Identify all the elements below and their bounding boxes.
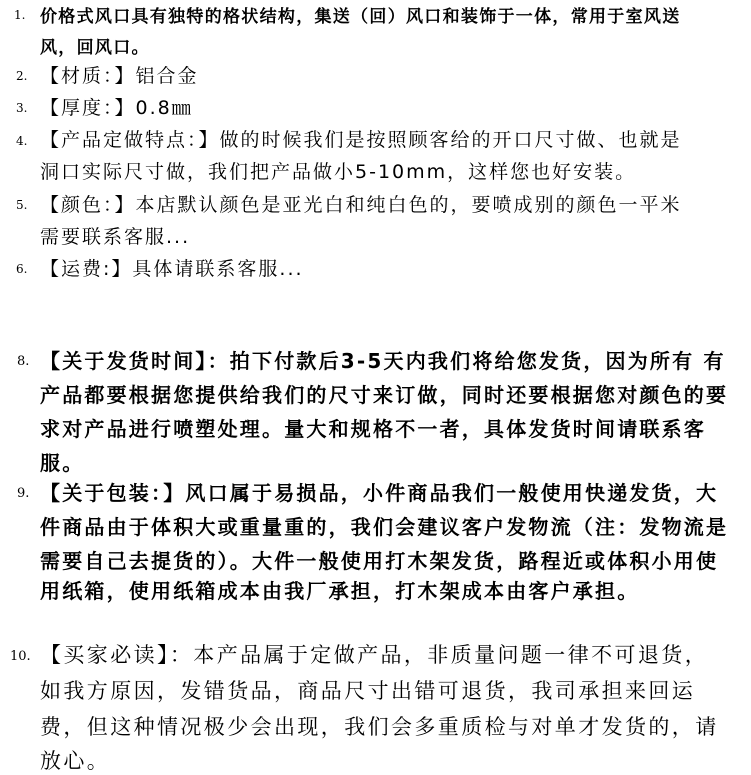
- item-text-line: 风，回风口。: [40, 38, 150, 58]
- item-text-line: 需要联系客服...: [40, 226, 191, 248]
- item-text-line: 求对产品进行喷塑处理。量大和规格不一者，具体发货时间请联系客: [40, 417, 706, 441]
- item-text-line: 需要自己去提货的）。大件一般使用打木架发货，路程近或体积小用使: [40, 549, 719, 573]
- item-text-line: 放心。: [40, 749, 111, 773]
- item-text-line: 【关于包装：】风口属于易损品，小件商品我们一般使用快递发货，大: [40, 481, 719, 505]
- item-text-line: 服。: [40, 451, 85, 475]
- item-text-line: 【产品定做特点：】做的时候我们是按照顾客给的开口尺寸做、也就是: [40, 129, 682, 151]
- item-text-line: 【颜色：】本店默认颜色是亚光白和纯白色的，要喷成别的颜色一平米: [40, 194, 682, 216]
- item-text-line: 价格式风口具有独特的格状结构，集送（回）风口和装饰于一体，常用于室风送: [40, 7, 681, 27]
- item-number: 10.: [10, 649, 31, 664]
- item-text-line: 如我方原因，发错货品，商品尺寸出错可退货，我司承担来回运: [40, 679, 696, 703]
- item-number: 2.: [16, 69, 28, 83]
- item-text-line: 洞口实际尺寸做，我们把产品做小5-10mm，这样您也好安装。: [40, 161, 637, 183]
- item-text-line: 件商品由于体积大或重量重的，我们会建议客户发物流（注：发物流是: [40, 515, 729, 539]
- item-text-line: 产品都要根据您提供给我们的尺寸来订做，同时还要根据您对颜色的要: [40, 383, 729, 407]
- item-text-line: 【运费:】具体请联系客服...: [40, 258, 304, 280]
- item-number: 9.: [17, 486, 30, 501]
- item-number: 1.: [14, 8, 26, 22]
- item-text-line: 【材质：】铝合金: [40, 65, 199, 87]
- item-text-line: 用纸箱，使用纸箱成本由我厂承担，打木架成本由客户承担。: [40, 579, 640, 603]
- item-text-line: 费，但这种情况极少会出现，我们会多重质检与对单才发货的，请: [40, 715, 719, 739]
- item-text-line: 【关于发货时间】：拍下付款后3-5天内我们将给您发货，因为所有 有: [40, 349, 726, 373]
- item-number: 4.: [16, 134, 28, 148]
- item-number: 3.: [16, 101, 28, 115]
- item-number: 5.: [16, 198, 28, 212]
- item-text-line: 【厚度：】0.8㎜: [40, 97, 193, 119]
- item-text-line: 【买家必读】：本产品属于定做产品，非质量问题一律不可退货，: [40, 643, 709, 667]
- item-number: 8.: [17, 354, 30, 369]
- item-number: 6.: [16, 262, 28, 276]
